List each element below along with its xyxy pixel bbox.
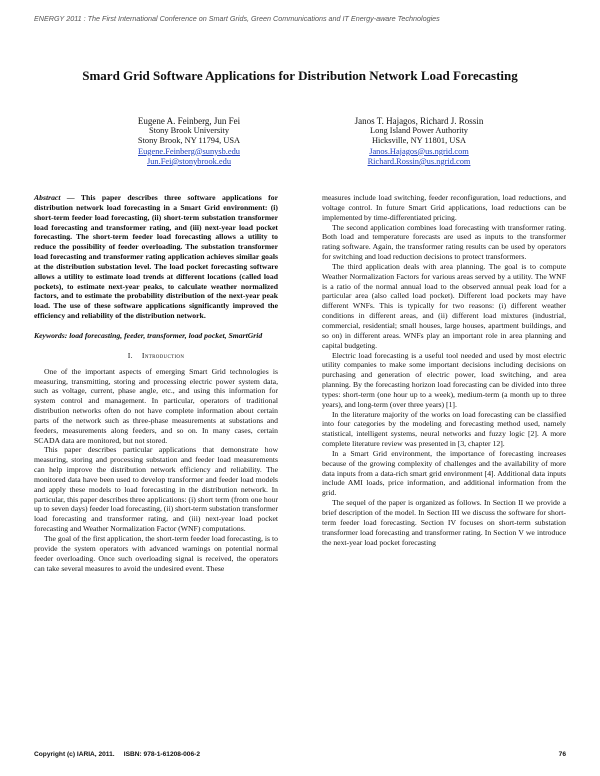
author-affiliation: Long Island Power Authority [370, 126, 468, 136]
paragraph: In a Smart Grid environment, the importance of forecasting increases because of the growing complexity of challenges and the availability of more data inputs from a data-rich smart grid environment [4]. Additional data inputs include AMI loads, price information, and additional information from the grid. [322, 448, 566, 498]
author-email-link[interactable]: Janos.Hajagos@us.ngrid.com [369, 146, 469, 156]
section-title: Introduction [141, 350, 185, 360]
author-address: Hicksville, NY 11801, USA [371, 136, 467, 146]
paragraph: The goal of the first application, the short-term feeder load forecasting, is to provide the system operators with advanced warnings on potential normal feeder overloading. Once such overloading signal is received, the operators can take several measures to avoid the undesired event. These [34, 534, 278, 573]
author-names: Janos T. Hajagos, Richard J. Rossin [354, 116, 484, 126]
paragraph: One of the important aspects of emerging Smart Grid technologies is measuring, transmitting, storing and processing electric power system data, such as voltage, current, phase angle, etc., and using this information for system control and management. In particular, operators of traditional distribution networks often do not have complete information about certain parts of the network such as three-phase measurements at substations and feeders, measurements along feeders, and so on. In many cases, certain SCADA data are monitored, but not stored. [34, 366, 278, 445]
keywords: Keywords: load forecasting, feeder, transformer, load pocket, SmartGrid [34, 330, 263, 340]
abstract [34, 193, 278, 321]
page-number: 76 [558, 751, 566, 758]
paragraph: In the literature majority of the works on load forecasting can be classified into four categories by the modeling and forecasting method used, namely statistical, intelligent systems, neural networks and fuzzy logic [2]. A more complete literature review was presented in [3, chapter 12]. [322, 409, 566, 449]
author-email-link[interactable]: Richard.Rossin@us.ngrid.com [367, 156, 471, 166]
paragraph: The second application combines load forecasting with transformer rating. Both load and temperature forecasts are used as inputs to the transformer rating software. Again, the transformer rating results can be used by operators for switching and load reduction decisions to protect transformers. [322, 222, 566, 262]
paper-title: Smard Grid Software Applications for Distribution Network Load Forecasting [82, 68, 518, 83]
section-heading [34, 351, 278, 361]
author-email-link[interactable]: Jun.Fei@stonybrook.edu [146, 156, 232, 166]
paragraph: Electric load forecasting is a useful tool needed and used by most electric utility companies to make some important decisions including decisions on purchasing and generation of electric power, load switching, and area planning. By the forecasting horizon load forecasting can be divided into three types: short-term (one hour up to a week), medium-term (a month up to three years), and long-term (over three years) [1]. [322, 350, 566, 409]
running-header: ENERGY 2011 : The First International Conference on Smart Grids, Green Communications and IT Energy-aware Technologies [34, 14, 440, 23]
abstract-text: — This paper describes three software applications for distribution network load forecasting in a Smart Grid environment: (i) short-term feeder load forecasting, (ii) short-term substation transformer load forecasting and transformer rating, and (iii) next-year load pocket forecasting. The short-term feeder load forecasting allows a utility to reduce the possibility of feeder overloading. The substation transformer load forecasting and transformer rating application achieves similar goals at the distribution substation level. The load pocket forecasting software allows a utility to estimate load trends at different locations (called load pockets), to estimate next-year peaks, to calculate weather normalized factors, and to estimate the probability distribution of the next-year peak load. The use of these software applications significantly improved the efficiency and reliability of the distribution network. [34, 193, 278, 321]
section-number: I. [127, 350, 133, 360]
author-affiliation: Stony Brook University [148, 126, 230, 136]
author-block-1 [74, 116, 304, 167]
author-block-2 [304, 116, 534, 167]
author-address: Stony Brook, NY 11794, USA [137, 136, 241, 146]
page-footer [34, 751, 566, 758]
copyright-line: Copyright (c) IARIA, 2011. ISBN: 978-1-61208-006-2 [34, 751, 201, 758]
paragraph: The third application deals with area planning. The goal is to compute Weather Normalization Factors for various areas served by a utility. The WNF is a ratio of the normal annual load to the observed annual peak load for a particular area (also called load pocket). Different load pockets may have different WNFs. This is typically for two reasons: (i) different weather conditions in different areas, and (ii) different load mixtures (industrial, commercial, residential; small houses, large houses, apartment buildings, and so on) in different areas. WNFs play an important role in area planning and capital budgeting. [322, 261, 566, 350]
right-column [322, 193, 566, 547]
author-email-link[interactable]: Eugene.Feinberg@sunysb.edu [138, 146, 240, 156]
abstract-label: Abstract [34, 193, 61, 202]
author-names: Eugene A. Feinberg, Jun Fei [137, 116, 241, 126]
paragraph: The sequel of the paper is organized as follows. In Section II we provide a brief description of the model. In Section III we discuss the software for short-term feeder load forecasting. Section IV focuses on short-term substation transformer load forecasting and transformer rating. In Section V we introduce the next-year load pocket forecasting [322, 498, 566, 547]
paragraph: This paper describes particular applications that demonstrate how measuring, storing and processing substation and feeder load measurements can help improve the distribution network efficiency and reliability. The monitored data have been used to develop transformer and feeder load models and apply these models to load forecasting in the distribution network. In particular, this paper describes three applications: (i) short term (from one hour up to seven days) feeder load forecasting, (ii) short-term substation transformer load forecasting and transformer rating, and (iii) next-year load pocket forecasting and Weather Normalization Factor (WNF) computations. [34, 445, 278, 534]
paragraph: measures include load switching, feeder reconfiguration, load reductions, and voltage control. In future Smart Grid applications, load reductions can be implemented by time-differentiated pricing. [322, 193, 566, 222]
left-column [34, 193, 278, 573]
